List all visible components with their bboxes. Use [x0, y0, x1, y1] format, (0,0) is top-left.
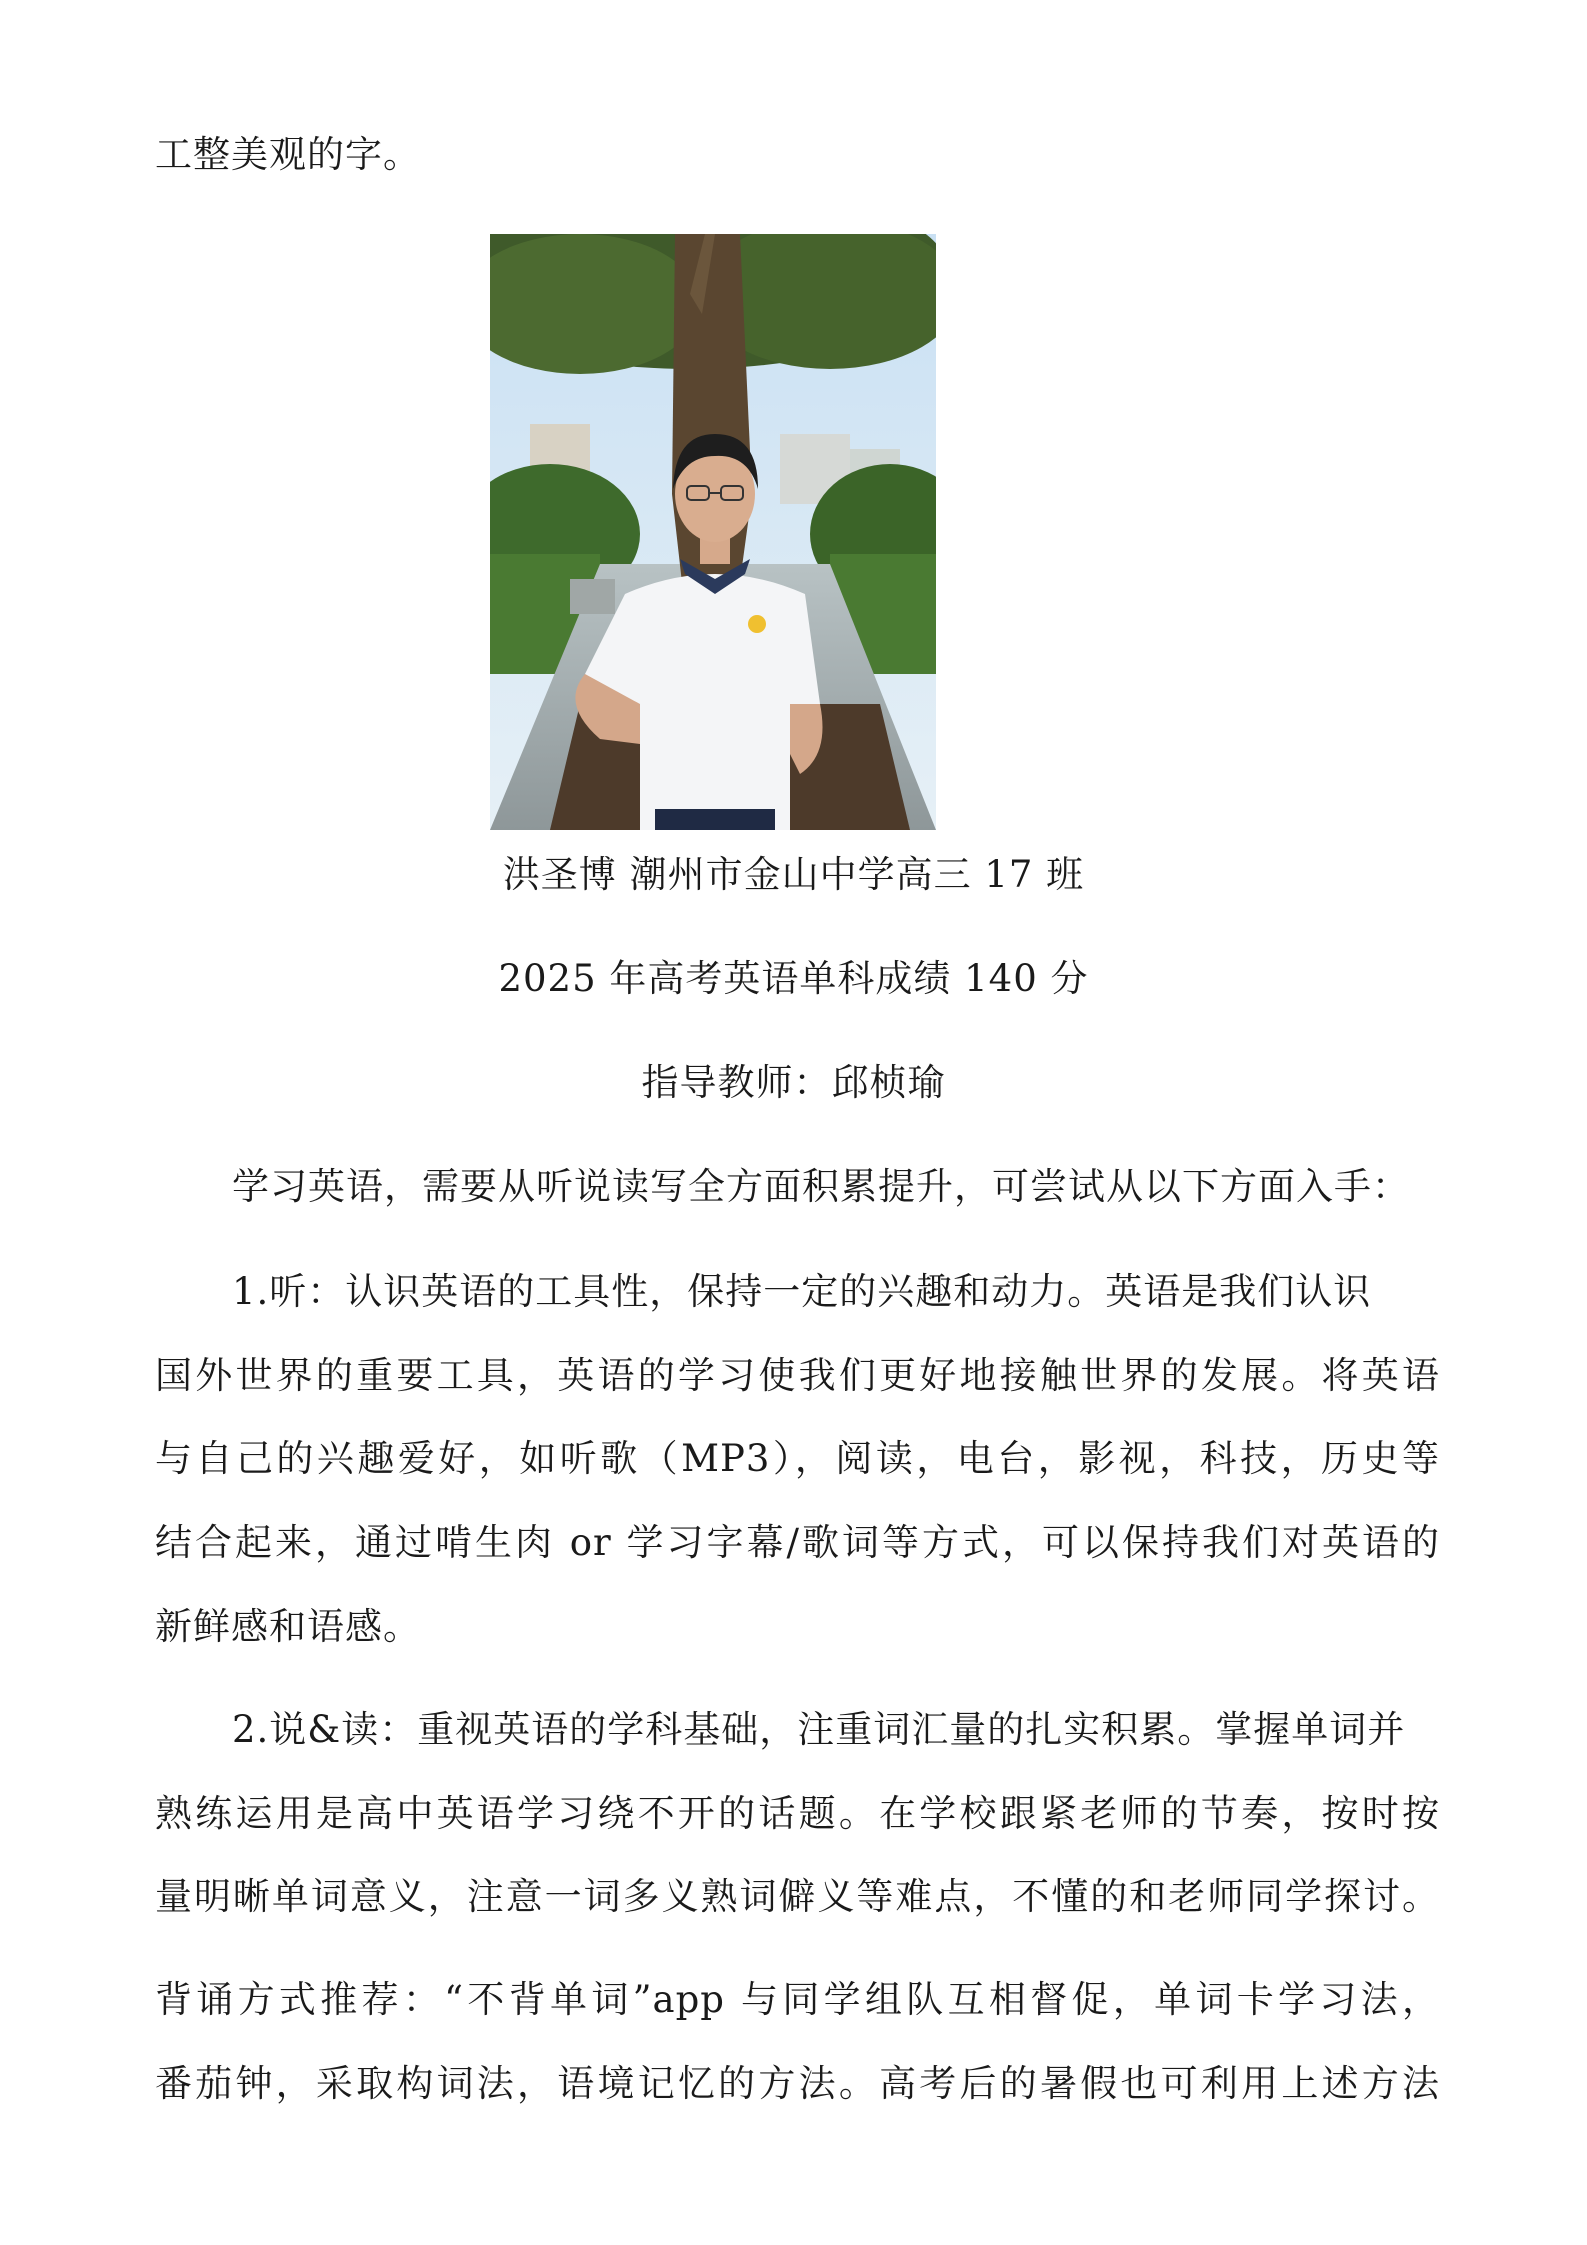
- paragraph-1-line: 结合起来，通过啃生肉 or 学习字幕/歌词等方式，可以保持我们对英语的: [155, 1521, 1440, 1564]
- caption-score: 2025 年高考英语单科成绩 140 分: [498, 957, 1089, 1000]
- text-line: 工整美观的字。: [155, 133, 421, 176]
- paragraph-3-line: 番茄钟，采取构词法，语境记忆的方法。高考后的暑假也可利用上述方法: [155, 2062, 1440, 2105]
- paragraph-1-line: 国外世界的重要工具，英语的学习使我们更好地接触世界的发展。将英语: [155, 1354, 1440, 1397]
- caption-teacher: 指导教师：邱桢瑜: [641, 1061, 946, 1104]
- student-photo: [490, 234, 936, 830]
- student-photo-image: [490, 234, 936, 830]
- paragraph-1-line: 与自己的兴趣爱好，如听歌（MP3），阅读，电台，影视，科技，历史等: [155, 1437, 1440, 1480]
- paragraph-1-line: 新鲜感和语感。: [155, 1605, 421, 1648]
- paragraph-2-line: 熟练运用是高中英语学习绕不开的话题。在学校跟紧老师的节奏，按时按: [155, 1792, 1440, 1835]
- caption-student-name: 洪圣博 潮州市金山中学高三 17 班: [502, 853, 1085, 896]
- intro-paragraph: 学习英语，需要从听说读写全方面积累提升，可尝试从以下方面入手：: [232, 1165, 1410, 1208]
- paragraph-3-line: 背诵方式推荐：“不背单词”app 与同学组队互相督促，单词卡学习法，: [155, 1978, 1440, 2021]
- paragraph-2-line: 量明晰单词意义，注意一词多义熟词僻义等难点，不懂的和老师同学探讨。: [155, 1875, 1440, 1918]
- paragraph-1-line: 1.听：认识英语的工具性，保持一定的兴趣和动力。英语是我们认识: [232, 1270, 1372, 1313]
- paragraph-2-line: 2.说&读：重视英语的学科基础，注重词汇量的扎实积累。掌握单词并: [232, 1708, 1406, 1751]
